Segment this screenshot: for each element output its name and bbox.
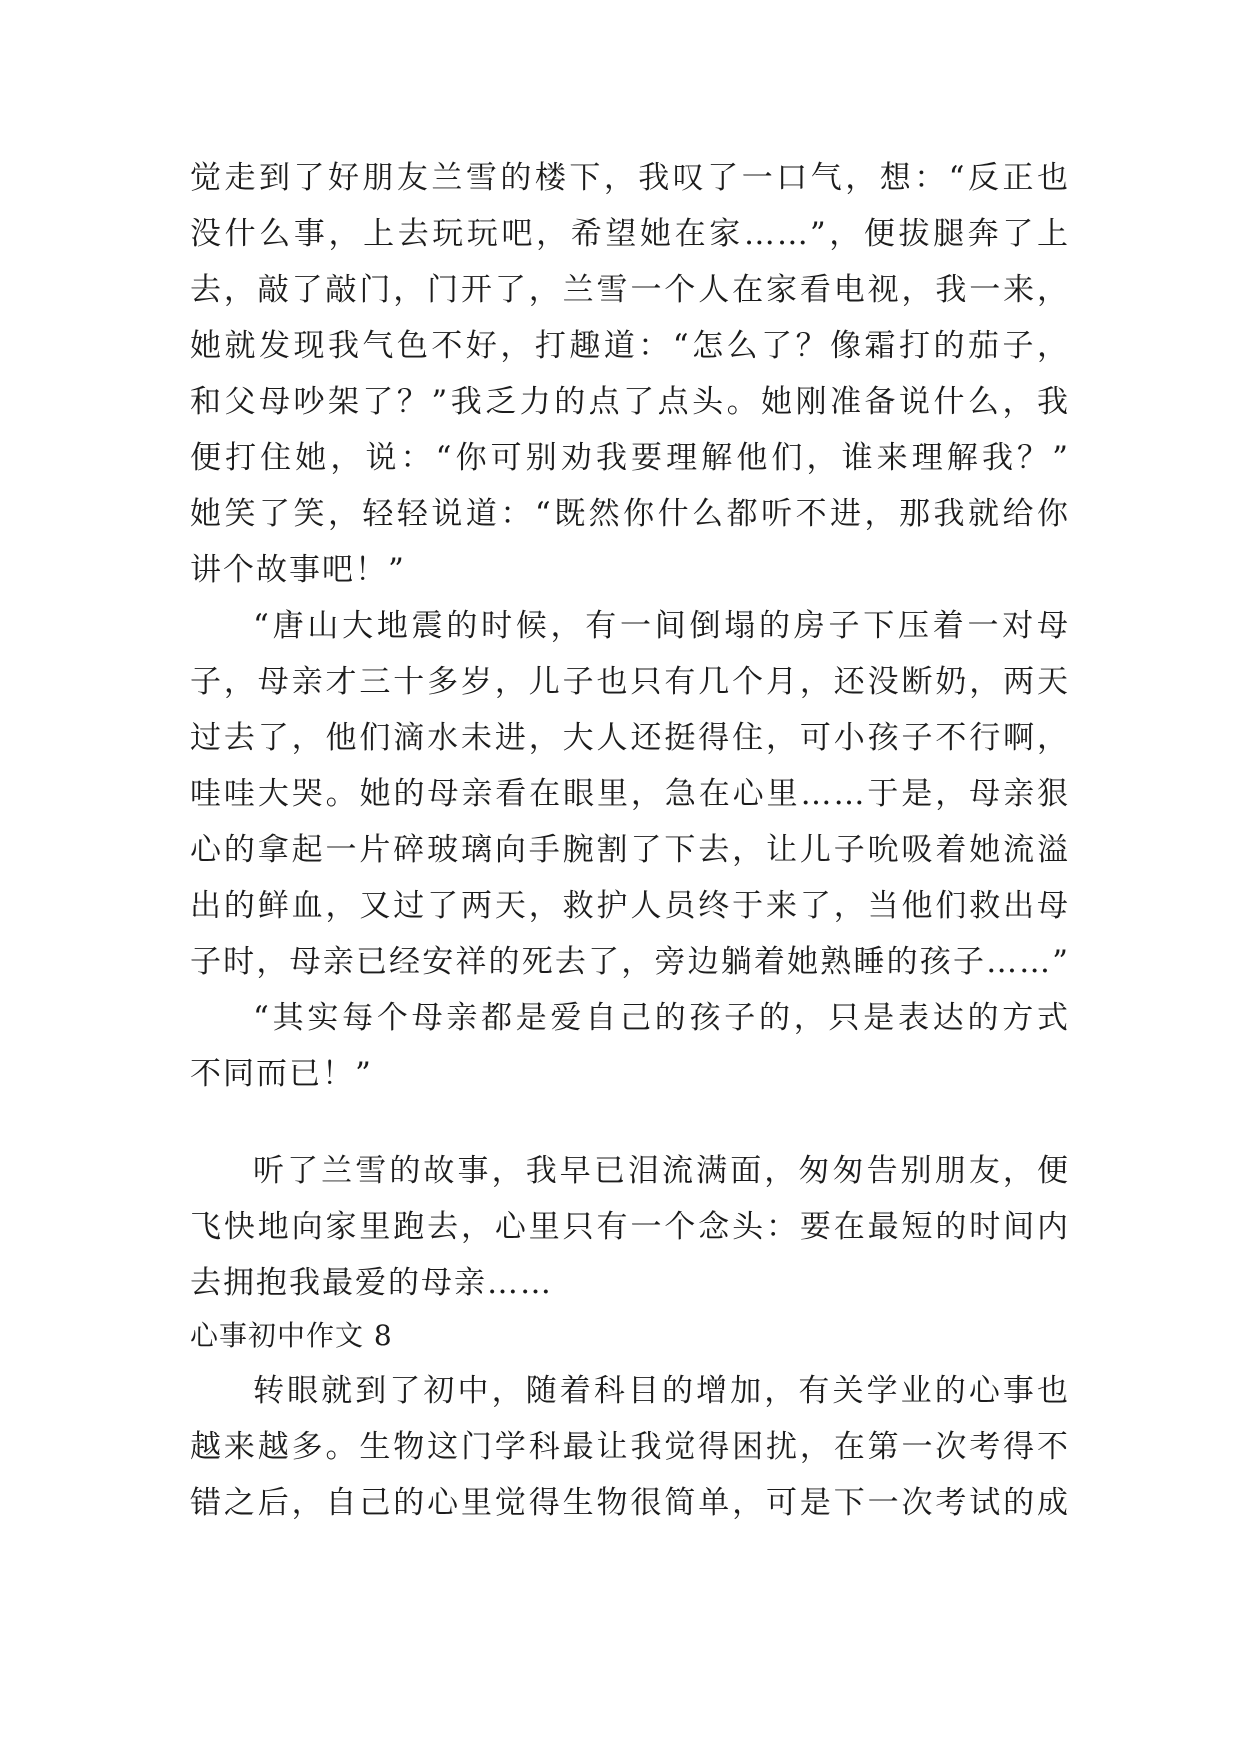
text-line: 越来越多。生物这门学科最让我觉得困扰，在第一次考得不 — [190, 1429, 1070, 1465]
text-line: 错之后，自己的心里觉得生物很简单，可是下一次考试的成 — [190, 1485, 1070, 1521]
text-line: 心的拿起一片碎玻璃向手腕割了下去，让儿子吮吸着她流溢 — [190, 832, 1070, 868]
text-line: 子，母亲才三十多岁，儿子也只有几个月，还没断奶，两天 — [190, 664, 1070, 700]
text-line: 她笑了笑，轻轻说道：“既然你什么都听不进，那我就给你 — [190, 496, 1070, 532]
text-line: “唐山大地震的时候，有一间倒塌的房子下压着一对母 — [253, 608, 1070, 644]
text-line: 去，敲了敲门，门开了，兰雪一个人在家看电视，我一来， — [190, 272, 1070, 308]
text-line: 讲个故事吧！” — [190, 552, 406, 588]
text-line: 哇哇大哭。她的母亲看在眼里，急在心里……于是，母亲狠 — [190, 776, 1070, 812]
text-line: 转眼就到了初中，随着科目的增加，有关学业的心事也 — [253, 1373, 1070, 1409]
section-heading: 心事初中作文 8 — [190, 1319, 393, 1352]
text-line: 子时，母亲已经安祥的死去了，旁边躺着她熟睡的孩子……” — [190, 944, 1070, 980]
text-line: 觉走到了好朋友兰雪的楼下，我叹了一口气，想：“反正也 — [190, 160, 1070, 196]
text-line: 去拥抱我最爱的母亲…… — [190, 1265, 553, 1301]
text-line: “其实每个母亲都是爱自己的孩子的，只是表达的方式 — [253, 1000, 1070, 1036]
text-line: 不同而已！” — [190, 1056, 373, 1092]
text-line: 飞快地向家里跑去，心里只有一个念头：要在最短的时间内 — [190, 1209, 1070, 1245]
text-line: 她就发现我气色不好，打趣道：“怎么了？像霜打的茄子， — [190, 328, 1070, 364]
text-line: 听了兰雪的故事，我早已泪流满面，匆匆告别朋友，便 — [253, 1153, 1070, 1189]
text-line: 和父母吵架了？”我乏力的点了点头。她刚准备说什么，我 — [190, 384, 1070, 420]
text-line: 过去了，他们滴水未进，大人还挺得住，可小孩子不行啊， — [190, 720, 1070, 756]
text-line: 没什么事，上去玩玩吧，希望她在家……”，便拔腿奔了上 — [190, 216, 1070, 252]
text-line: 便打住她，说：“你可别劝我要理解他们，谁来理解我？” — [190, 440, 1070, 476]
text-line: 出的鲜血，又过了两天，救护人员终于来了，当他们救出母 — [190, 888, 1070, 924]
